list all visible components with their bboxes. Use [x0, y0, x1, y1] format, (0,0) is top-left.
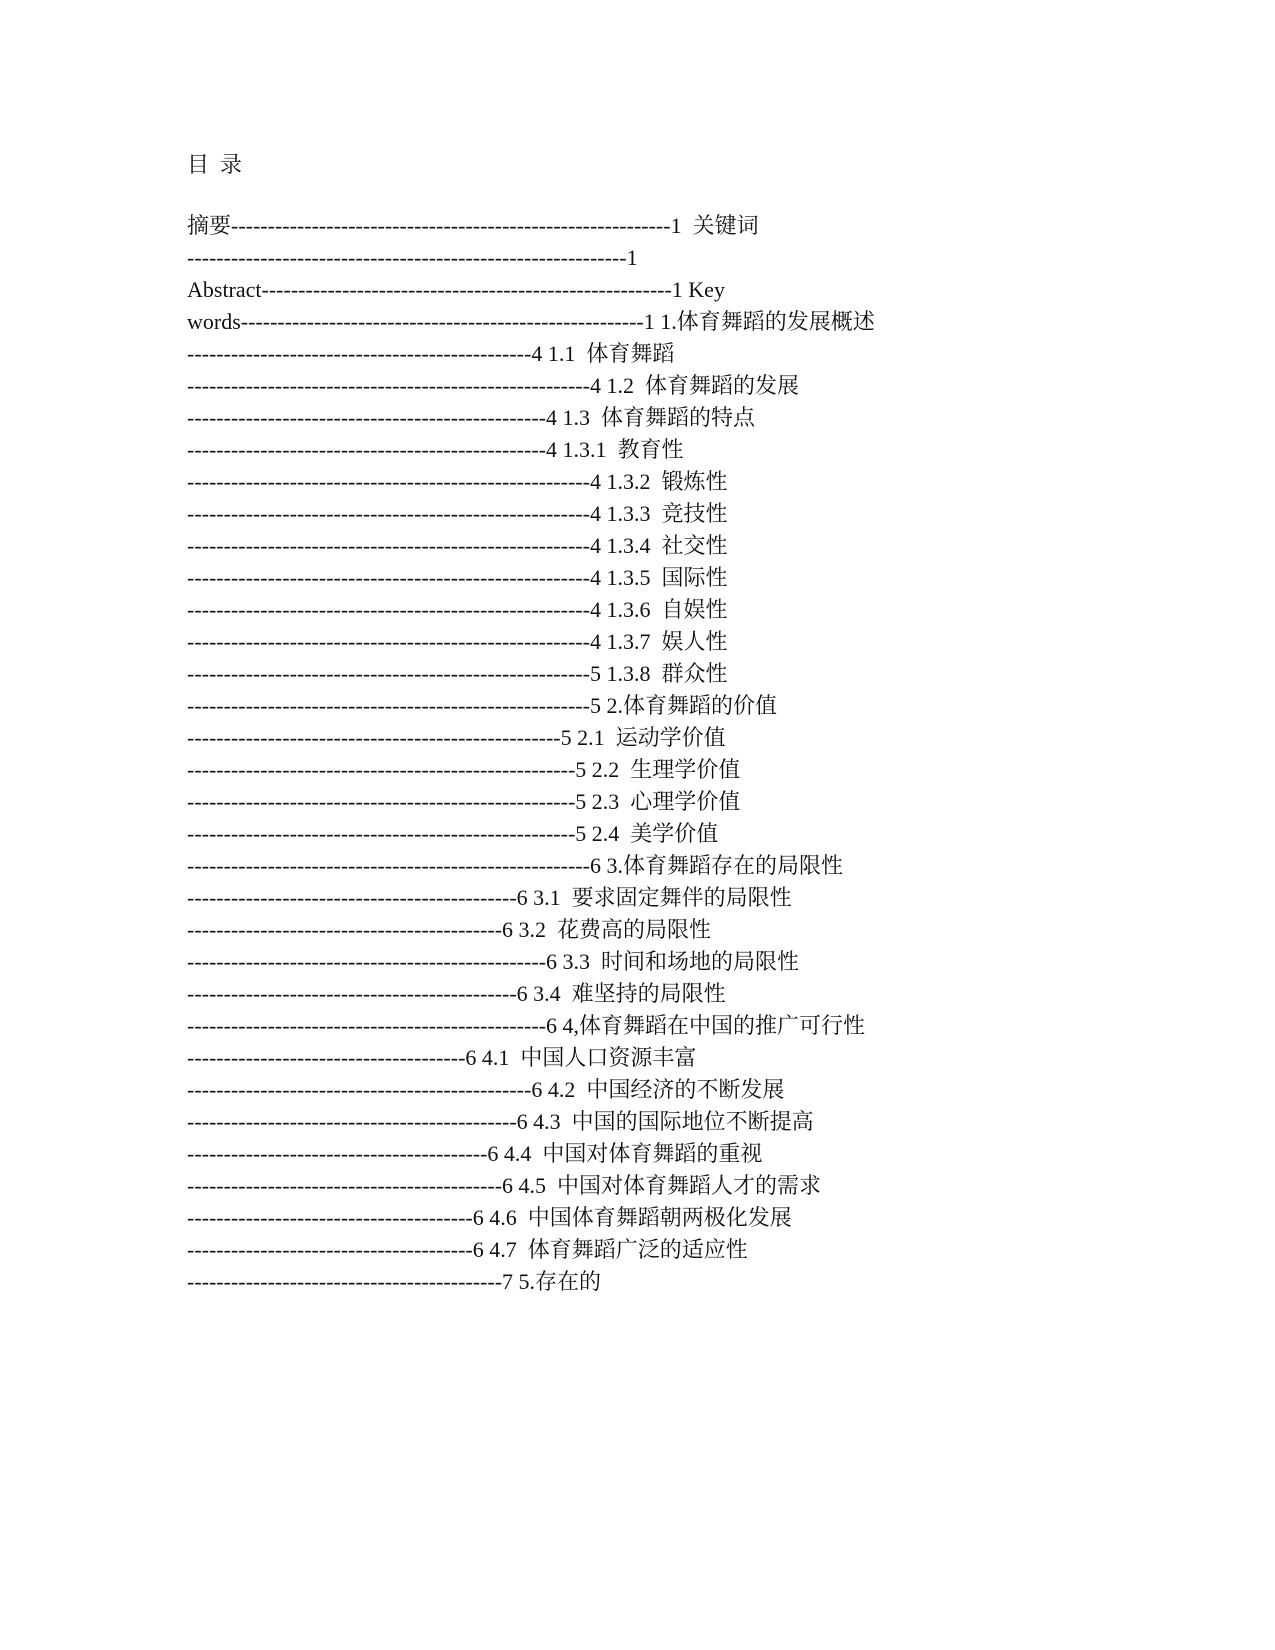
toc-line: ---------------------------------------6 4.7 体育舞蹈广泛的适应性	[187, 1237, 748, 1262]
toc-line: -------------------------------------------------------4 1.2 体育舞蹈的发展	[187, 373, 799, 398]
toc-line: -------------------------------------------------------4 1.3.6 自娱性	[187, 597, 728, 622]
toc-line: words-------------------------------------------------------1 1.体育舞蹈的发展概述	[187, 309, 875, 334]
toc-line: -------------------------------------------------------6 3.体育舞蹈存在的局限性	[187, 853, 843, 878]
toc-line: ---------------------------------------------6 4.3 中国的国际地位不断提高	[187, 1109, 814, 1134]
toc-line: -------------------------------------------------------4 1.3.3 竞技性	[187, 501, 728, 526]
toc-heading: 目 录	[187, 152, 243, 177]
toc-line: ---------------------------------------------6 3.1 要求固定舞伴的局限性	[187, 885, 792, 910]
toc-line: ---------------------------------------------------5 2.1 运动学价值	[187, 725, 726, 750]
toc-line: -------------------------------------------7 5.存在的	[187, 1269, 602, 1294]
toc-line: ---------------------------------------------6 3.4 难坚持的局限性	[187, 981, 726, 1006]
toc-line: -------------------------------------------6 3.2 花费高的局限性	[187, 917, 712, 942]
toc-line: --------------------------------------6 4.1 中国人口资源丰富	[187, 1045, 697, 1070]
toc-line: Abstract--------------------------------------------------------1 Key	[187, 277, 725, 302]
toc-line: ---------------------------------------6 4.6 中国体育舞蹈朝两极化发展	[187, 1205, 792, 1230]
toc-line: -------------------------------------------------------4 1.3.4 社交性	[187, 533, 728, 558]
toc-line: -----------------------------------------------------5 2.2 生理学价值	[187, 757, 741, 782]
toc-line: -------------------------------------------------------4 1.3.2 锻炼性	[187, 469, 728, 494]
toc-line: -------------------------------------------------4 1.3 体育舞蹈的特点	[187, 405, 755, 430]
toc-line: -------------------------------------------------------4 1.3.7 娱人性	[187, 629, 728, 654]
toc-line: -------------------------------------------------------5 1.3.8 群众性	[187, 661, 728, 686]
toc-line: -------------------------------------------------------5 2.体育舞蹈的价值	[187, 693, 777, 718]
toc-line: -----------------------------------------------------5 2.4 美学价值	[187, 821, 719, 846]
toc-line: -----------------------------------------6 4.4 中国对体育舞蹈的重视	[187, 1141, 763, 1166]
toc-line: -----------------------------------------------6 4.2 中国经济的不断发展	[187, 1077, 785, 1102]
toc-line: -----------------------------------------------------5 2.3 心理学价值	[187, 789, 741, 814]
toc-line: -------------------------------------------------6 3.3 时间和场地的局限性	[187, 949, 799, 974]
toc-line: -----------------------------------------------4 1.1 体育舞蹈	[187, 341, 675, 366]
toc-line: -------------------------------------------6 4.5 中国对体育舞蹈人才的需求	[187, 1173, 822, 1198]
toc-line: -------------------------------------------------4 1.3.1 教育性	[187, 437, 684, 462]
toc-line: -------------------------------------------------------4 1.3.5 国际性	[187, 565, 728, 590]
toc-list	[187, 210, 1087, 1298]
toc-line: -------------------------------------------------6 4,体育舞蹈在中国的推广可行性	[187, 1013, 865, 1038]
toc-line: 摘要------------------------------------------------------------1 关键词	[187, 213, 759, 238]
toc-line: ------------------------------------------------------------1	[187, 245, 638, 270]
